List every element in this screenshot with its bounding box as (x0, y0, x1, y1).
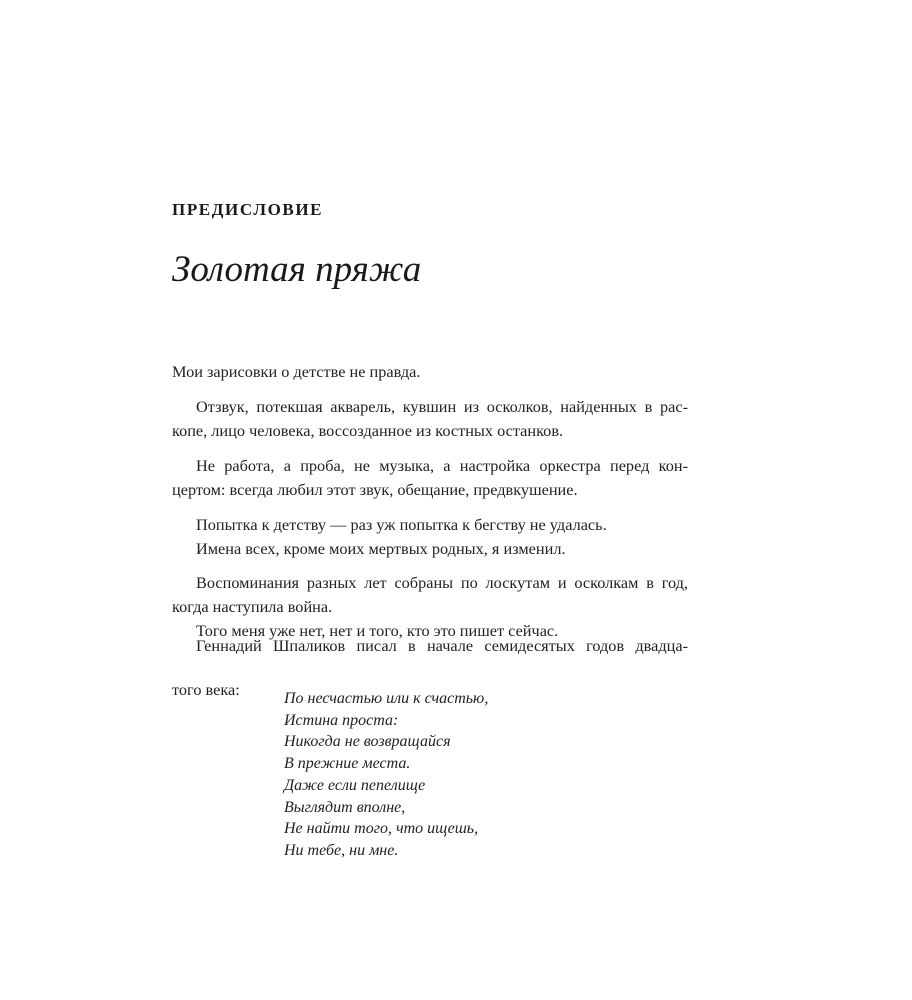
body-line: Имена всех, кроме моих мертвых родных, я изменил. (196, 539, 566, 558)
body-line: копе, лицо человека, воссозданное из костных останков. (172, 421, 564, 440)
poem-line: Никогда не возвращайся (284, 733, 451, 751)
body-line: Того меня уже нет, нет и того, кто это пишет сейчас. (196, 621, 559, 640)
chapter-heading: ПРЕДИСЛОВИЕ (172, 200, 324, 219)
poem-line: Истина проста: (284, 711, 399, 729)
poem-line: Не найти того, что ищешь, (284, 820, 479, 838)
chapter-title: Золотая пряжа (172, 249, 422, 290)
body-line: цертом: всегда любил этот звук, обещание, предвкушение. (172, 480, 578, 499)
body-line: Мои зарисовки о детстве не правда. (172, 362, 421, 381)
body-line: Воспоминания разных лет собраны по лоскутам и осколкам в год, (196, 573, 688, 592)
poem-line: Даже если пепелище (284, 776, 426, 794)
body-line: того века: (172, 680, 240, 699)
poem-line: Выглядит вполне, (284, 798, 406, 816)
body-line: Геннадий Шпаликов писал в начале семидесятых годов двадца- (196, 636, 688, 655)
body-line: Попытка к детству — раз уж попытка к бегству не удалась. (196, 515, 607, 534)
body-line: Отзвук, потекшая акварель, кувшин из осколков, найденных в рас- (196, 397, 688, 416)
body-line: Не работа, а проба, не музыка, а настройка оркестра перед кон- (196, 456, 688, 475)
body-line: когда наступила война. (172, 597, 333, 616)
poem-line: Ни тебе, ни мне. (284, 841, 399, 859)
poem-line: В прежние места. (284, 755, 411, 773)
poem-line: По несчастью или к счастью, (284, 690, 489, 707)
poem-quote (284, 688, 488, 862)
